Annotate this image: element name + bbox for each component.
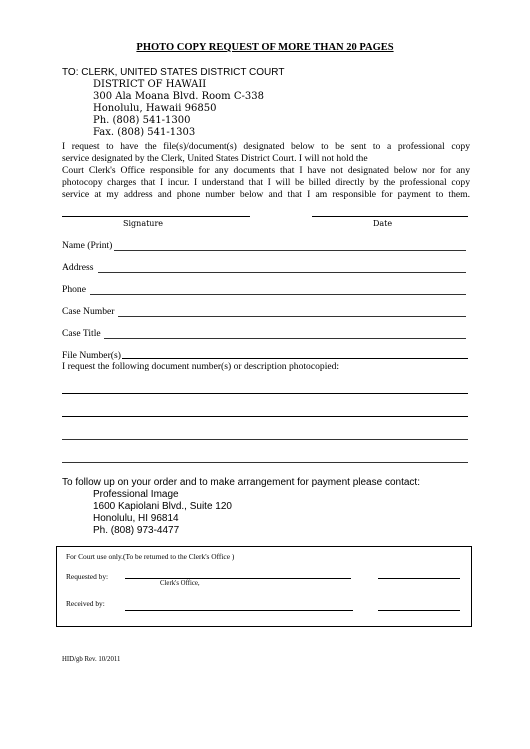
signature-line[interactable] xyxy=(62,216,250,217)
address-label: Address xyxy=(62,262,94,273)
case-number-label: Case Number xyxy=(62,306,115,317)
file-numbers-label: File Number(s) xyxy=(62,350,121,361)
phone-input-line[interactable] xyxy=(90,294,466,295)
addressee-line: 300 Ala Moana Blvd. Room C-338 xyxy=(93,91,264,102)
document-line-3[interactable] xyxy=(62,439,468,440)
paragraph-line: I request to have the file(s)/document(s) designated below to be sent to a professional copy xyxy=(62,141,470,152)
document-line-2[interactable] xyxy=(62,416,468,417)
date-line[interactable] xyxy=(312,216,468,217)
paragraph-line: service designated by the Clerk, United States District Court. I will not hold the xyxy=(62,153,368,164)
phone-label: Phone xyxy=(62,284,86,295)
address-input-line[interactable] xyxy=(98,272,466,273)
contact-line: Ph. (808) 973-4477 xyxy=(93,525,180,536)
signature-label: Signature xyxy=(123,219,164,228)
name-input-line[interactable] xyxy=(114,250,466,251)
contact-line: Professional Image xyxy=(93,489,179,500)
case-title-input-line[interactable] xyxy=(104,338,466,339)
addressee-to-line: TO: CLERK, UNITED STATES DISTRICT COURT xyxy=(62,67,285,78)
document-line-4[interactable] xyxy=(62,462,468,463)
name-label: Name (Print) xyxy=(62,240,113,251)
case-number-input-line[interactable] xyxy=(118,316,466,317)
form-title: PHOTO COPY REQUEST OF MORE THAN 20 PAGES xyxy=(136,42,394,53)
requested-by-label: Requested by: xyxy=(66,572,109,581)
paragraph-line: service at my address and phone number below and that I am responsible for payment to them. xyxy=(62,189,470,200)
paragraph-line: Court Clerk's Office responsible for any documents that I have not designated below nor for any xyxy=(62,165,470,176)
requested-by-line[interactable] xyxy=(125,578,351,579)
date-label: Date xyxy=(373,219,393,228)
received-by-line[interactable] xyxy=(125,610,353,611)
revision-footer: HID/gb Rev. 10/2011 xyxy=(62,656,121,663)
paragraph-line: photocopy charges that I incur. I understand that I will be billed directly by the professional copy xyxy=(62,177,470,188)
received-date-line[interactable] xyxy=(378,610,460,611)
received-by-label: Received by: xyxy=(66,599,105,608)
contact-line: Honolulu, HI 96814 xyxy=(93,513,179,524)
addressee-line: Ph. (808) 541-1300 xyxy=(93,115,191,126)
court-use-header: For Court use only.(To be returned to the Clerk's Office ) xyxy=(66,552,235,561)
document-request-label: I request the following document number(s) or description photocopied: xyxy=(62,361,340,372)
request-paragraph xyxy=(62,141,470,201)
document-line-1[interactable] xyxy=(62,393,468,394)
follow-up-intro: To follow up on your order and to make arrangement for payment please contact: xyxy=(62,477,420,488)
contact-line: 1600 Kapiolani Blvd., Suite 120 xyxy=(93,501,232,512)
file-numbers-input-line[interactable] xyxy=(122,358,468,359)
addressee-line: DISTRICT OF HAWAII xyxy=(93,79,207,90)
addressee-line: Fax. (808) 541-1303 xyxy=(93,127,196,138)
addressee-line: Honolulu, Hawaii 96850 xyxy=(93,103,217,114)
requested-date-line[interactable] xyxy=(378,578,460,579)
clerks-office-label: Clerk's Office, xyxy=(160,580,200,587)
case-title-label: Case Title xyxy=(62,328,101,339)
